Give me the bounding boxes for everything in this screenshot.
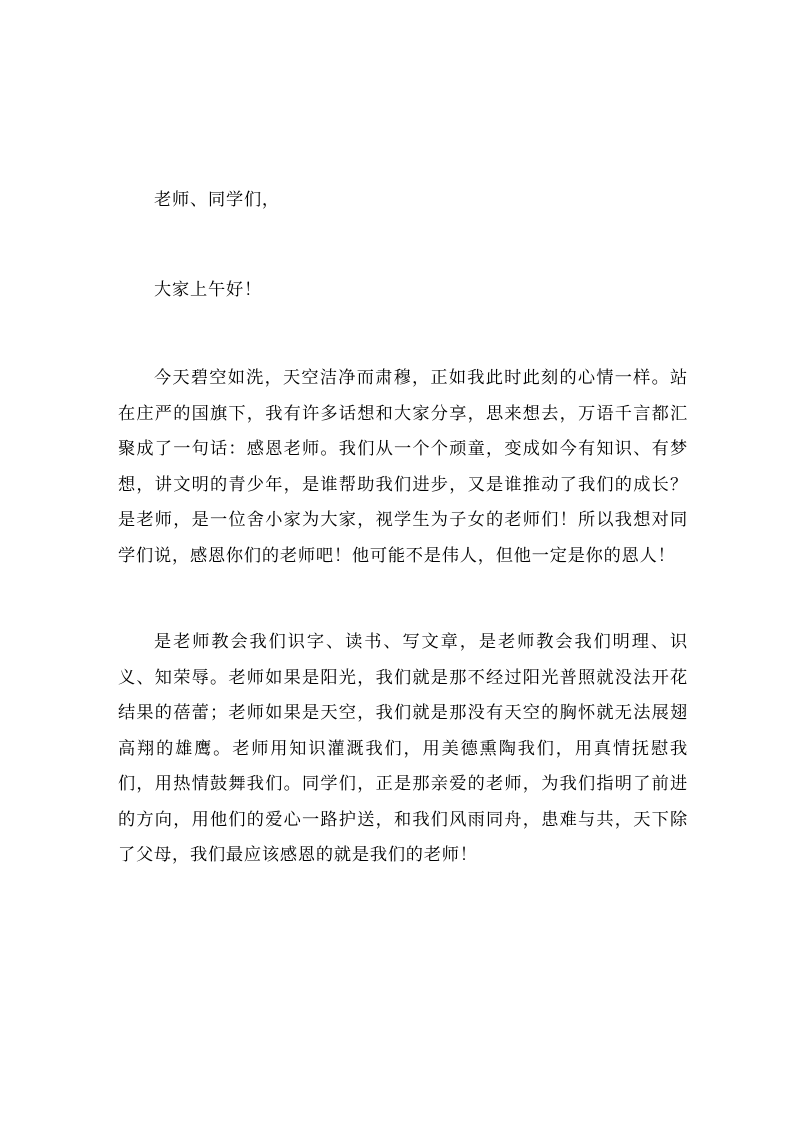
- body-paragraph-2: 是老师教会我们识字、读书、写文章，是老师教会我们明理、识义、知荣辱。老师如果是阳光，我们就是那不经过阳光普照就没法开花结果的蓓蕾；老师如果是天空，我们就是那没有天空的胸怀就无法展翅高翔的雄鹰。老师用知识灌溉我们，用美德熏陶我们，用真情抚慰我们，用热情鼓舞我们。同学们，正是那亲爱的老师，为我们指明了前进的方向，用他们的爱心一路护送，和我们风雨同舟，患难与共，天下除了父母，我们最应该感恩的就是我们的老师！: [118, 632, 688, 865]
- body-paragraph-1: 今天碧空如洗，天空洁净而肃穆，正如我此时此刻的心情一样。站在庄严的国旗下，我有许多话想和大家分享，思来想去，万语千言都汇聚成了一句话：感恩老师。我们从一个个顽童，变成如今有知识、有梦想，讲文明的青少年，是谁帮助我们进步，又是谁推动了我们的成长？是老师，是一位舍小家为大家，视学生为子女的老师们！所以我想对同学们说，感恩你们的老师吧！他可能不是伟人，但他一定是你的恩人！: [118, 368, 688, 566]
- greeting-line: 大家上午好！: [154, 279, 262, 300]
- salutation-line: 老师、同学们，: [154, 190, 280, 210]
- document-page: [118, 183, 688, 874]
